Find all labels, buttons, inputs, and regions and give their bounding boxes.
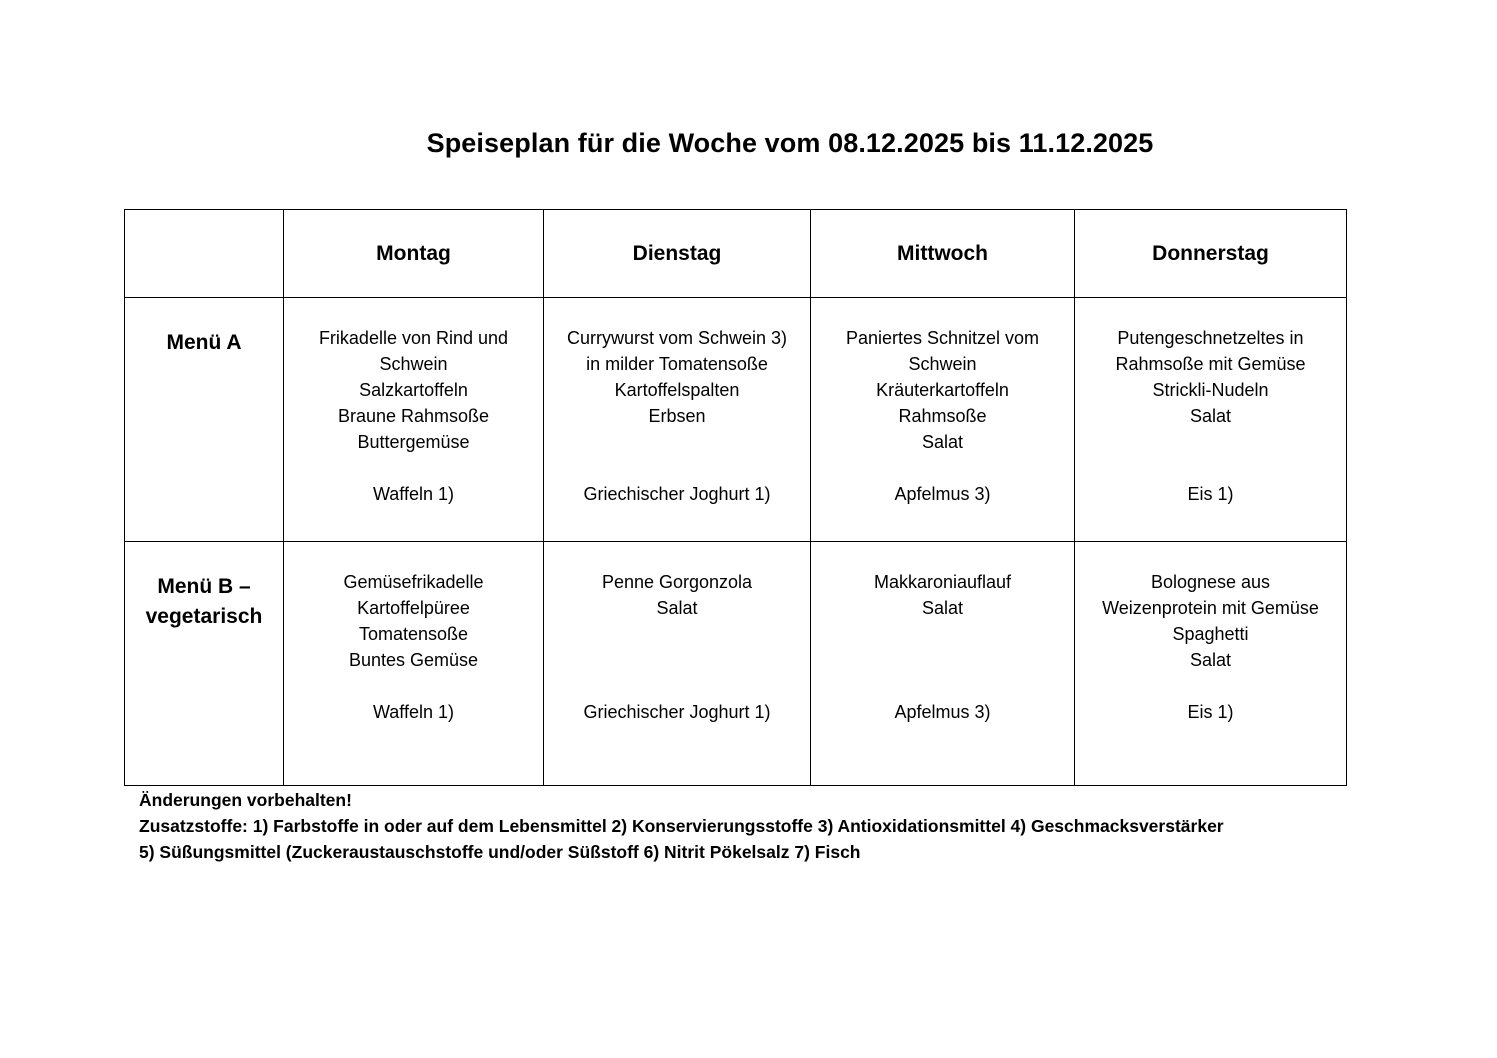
dish-line: Braune Rahmsoße xyxy=(337,406,490,426)
header-day-thursday: Donnerstag xyxy=(1075,210,1347,298)
dish-line: Bolognese aus xyxy=(1150,572,1271,592)
dish-line: Makkaroniauflauf xyxy=(873,572,1012,592)
dish-line xyxy=(811,647,1074,673)
dish-line: Gemüsefrikadelle xyxy=(343,572,484,592)
dish-line: Erbsen xyxy=(648,406,706,426)
dish-line: Putengeschnetzeltes in xyxy=(1117,328,1304,348)
dish-line xyxy=(544,429,810,455)
dessert-line: Eis 1) xyxy=(1187,702,1234,722)
menu-b-monday-cell xyxy=(284,542,544,786)
header-day-monday: Montag xyxy=(284,210,544,298)
dish-line: Weizenprotein mit Gemüse xyxy=(1102,598,1319,618)
additives-note-line-1: Zusatzstoffe: 1) Farbstoffe in oder auf dem Lebensmittel 2) Konservierungsstoffe 3) Antioxidationsmittel 4) Geschmacksverstärker xyxy=(139,816,1224,836)
menu-a-thursday-cell xyxy=(1075,298,1347,542)
dish-line: Salat xyxy=(656,598,698,618)
row-label-line: Menü A xyxy=(166,331,242,354)
dish-line: Rahmsoße mit Gemüse xyxy=(1115,354,1306,374)
header-day-tuesday: Dienstag xyxy=(544,210,811,298)
table-row-menu-b xyxy=(125,542,1347,786)
menu-b-wednesday-cell xyxy=(811,542,1075,786)
dish-line xyxy=(544,647,810,673)
dessert-line: Apfelmus 3) xyxy=(894,702,991,722)
dish-line: Spaghetti xyxy=(1172,624,1249,644)
dish-line: Paniertes Schnitzel vom xyxy=(845,328,1040,348)
header-corner-cell xyxy=(125,210,284,298)
dish-line: Buttergemüse xyxy=(357,432,470,452)
dish-line: Kartoffelpüree xyxy=(357,598,470,618)
dish-line: Schwein xyxy=(379,354,448,374)
dessert-line: Griechischer Joghurt 1) xyxy=(583,702,771,722)
dish-line: Strickli-Nudeln xyxy=(1152,380,1269,400)
menu-a-tuesday-cell xyxy=(544,298,811,542)
dish-line xyxy=(1075,429,1346,455)
menu-a-monday-cell xyxy=(284,298,544,542)
dish-line: Tomatensoße xyxy=(358,624,469,644)
table-header-row xyxy=(125,210,1347,298)
dish-line xyxy=(811,621,1074,647)
menu-a-wednesday-cell xyxy=(811,298,1075,542)
dessert-line: Eis 1) xyxy=(1187,484,1234,504)
dish-line: Frikadelle von Rind und xyxy=(318,328,509,348)
dessert-line: Waffeln 1) xyxy=(372,484,455,504)
dish-line: Buntes Gemüse xyxy=(348,650,479,670)
dish-line: Salzkartoffeln xyxy=(359,380,468,400)
dessert-line: Waffeln 1) xyxy=(372,702,455,722)
page-title: Speiseplan für die Woche vom 08.12.2025 bis 11.12.2025 xyxy=(426,128,1154,158)
changes-note: Änderungen vorbehalten! xyxy=(139,790,352,810)
row-label-menu-b xyxy=(125,542,284,786)
dish-line: Penne Gorgonzola xyxy=(601,572,753,592)
additives-note-line-2: 5) Süßungsmittel (Zuckeraustauschstoffe und/oder Süßstoff 6) Nitrit Pökelsalz 7) Fisch xyxy=(139,842,861,862)
menu-b-thursday-cell xyxy=(1075,542,1347,786)
dish-line: in milder Tomatensoße xyxy=(586,354,768,374)
dish-line: Salat xyxy=(921,598,964,618)
dish-line: Kräuterkartoffeln xyxy=(876,380,1009,400)
dish-line: Currywurst vom Schwein 3) xyxy=(566,328,788,348)
dish-line: Schwein xyxy=(908,354,977,374)
menu-b-tuesday-cell xyxy=(544,542,811,786)
dish-line: Salat xyxy=(1189,650,1232,670)
header-day-wednesday: Mittwoch xyxy=(811,210,1075,298)
table-row-menu-a xyxy=(125,298,1347,542)
dish-line: Kartoffelspalten xyxy=(614,380,740,400)
row-label-line: vegetarisch xyxy=(145,605,263,628)
row-label-menu-a xyxy=(125,298,284,542)
dish-line: Rahmsoße xyxy=(898,406,987,426)
dish-line: Salat xyxy=(921,432,964,452)
dessert-line: Apfelmus 3) xyxy=(894,484,991,504)
dish-line: Salat xyxy=(1189,406,1232,426)
menu-table xyxy=(124,209,1347,786)
dessert-line: Griechischer Joghurt 1) xyxy=(583,484,771,504)
dish-line xyxy=(544,621,810,647)
footnotes xyxy=(139,787,1439,865)
row-label-line: Menü B – xyxy=(157,575,251,598)
